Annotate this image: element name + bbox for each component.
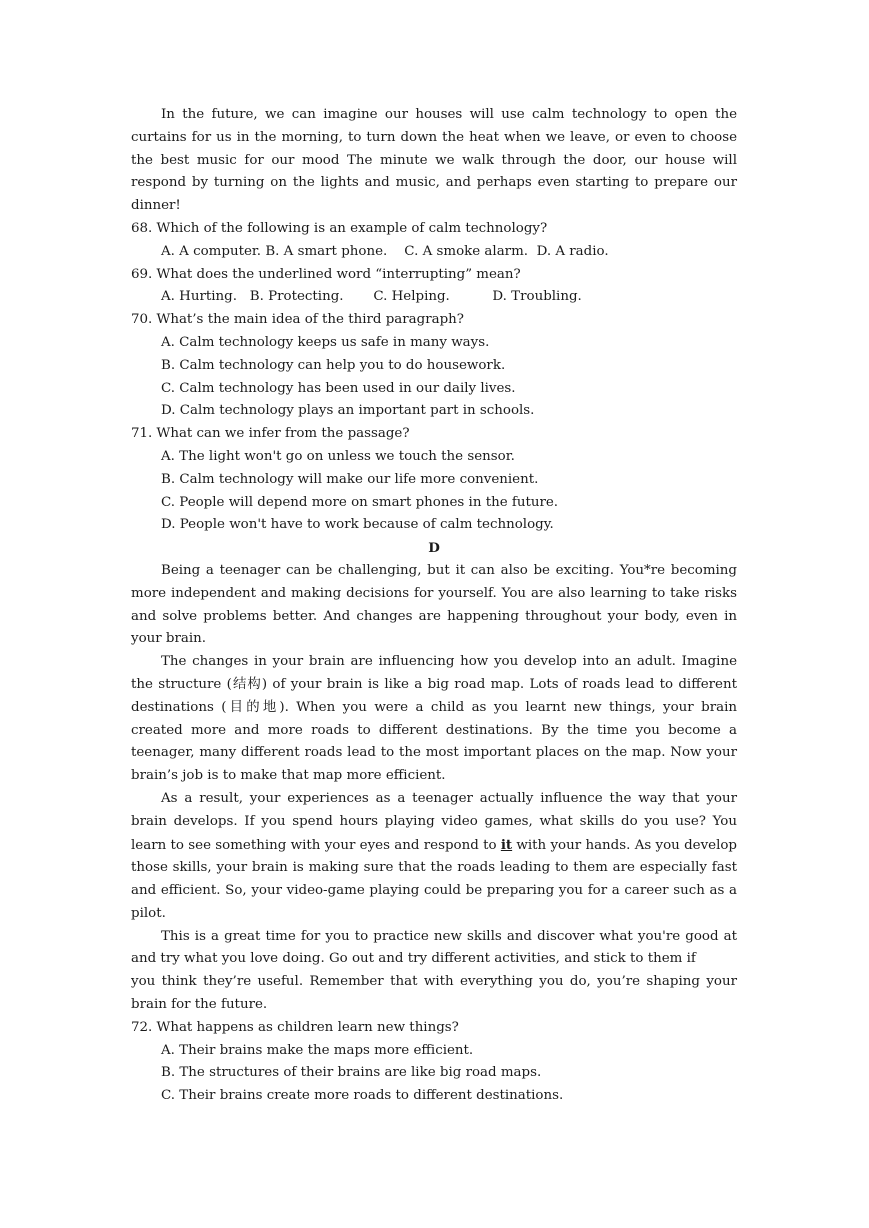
q70-option-d: D. Calm technology plays an important part in schools.	[161, 403, 535, 419]
question-70-stem: 70. What’s the main idea of the third paragraph?	[131, 312, 464, 328]
underlined-word-it: it	[500, 836, 513, 853]
q69-option-c: C. Helping.	[373, 289, 450, 305]
q69-option-d: D. Troubling.	[492, 289, 582, 305]
passage-d-paragraph-4-line-1: This is a great time for you to practice new skills and discover what you're good at and try what you love doing. Go out and try different activities, and stick to them if	[131, 928, 737, 967]
q68-option-b: B. A smart phone.	[265, 243, 388, 259]
section-d-title: D	[428, 540, 440, 557]
document-body	[131, 104, 737, 1108]
q70-option-c: C. Calm technology has been used in our daily lives.	[161, 380, 516, 396]
passage-d-paragraph-2: The changes in your brain are influencing how you develop into an adult. Imagine the structure (结构) of your brain is like a big road map. Lots of roads lead to different destinations (目的地). When you were a child as you learnt new things, your brain created more and more roads to different destinations. By the time you become a teenager, many different roads lead to the most important places on the map. Now your brain’s job is to make that map more efficient.	[131, 654, 737, 784]
paragraph-3-text-after: with your hands. As you develop those skills, your brain is making sure that the roads leading to them are especially fast and efficient. So, your video-game playing could be preparing you for a career such as a pilot.	[131, 837, 737, 921]
question-69-stem: 69. What does the underlined word “interrupting” mean?	[131, 266, 521, 282]
passage-d-paragraph-3	[131, 788, 737, 926]
q69-option-a: A. Hurting.	[161, 289, 238, 305]
q72-option-a: A. Their brains make the maps more efficient.	[161, 1042, 474, 1058]
question-72-stem: 72. What happens as children learn new things?	[131, 1019, 459, 1035]
passage-c-last-paragraph: In the future, we can imagine our houses will use calm technology to open the curtains for us in the morning, to turn down the heat when we leave, or even to choose the best music for our mood The minute we walk through the door, our house will respond by turning on the lights and music, and perhaps even starting to prepare our dinner!	[131, 107, 737, 214]
question-71-stem: 71. What can we infer from the passage?	[131, 426, 410, 442]
question-68-options	[131, 241, 737, 264]
q69-option-b: B. Protecting.	[249, 289, 344, 305]
q68-option-a: A. A computer.	[161, 243, 262, 259]
q71-option-d: D. People won't have to work because of calm technology.	[161, 517, 554, 533]
q71-option-a: A. The light won't go on unless we touch the sensor.	[161, 448, 515, 464]
q70-option-b: B. Calm technology can help you to do housework.	[161, 357, 506, 373]
question-68-stem: 68. Which of the following is an example of calm technology?	[131, 220, 548, 236]
passage-d-paragraph-1: Being a teenager can be challenging, but it can also be exciting. You*re becoming more independent and making decisions for yourself. You are also learning to take risks and solve problems better. And changes are happening throughout your body, even in your brain.	[131, 562, 737, 647]
passage-d-paragraph-4-line-2: you think they’re useful. Remember that with everything you do, you’re shaping your brain for the future.	[131, 974, 737, 1013]
q72-option-b: B. The structures of their brains are like big road maps.	[161, 1065, 542, 1081]
q72-option-c: C. Their brains create more roads to different destinations.	[161, 1088, 564, 1104]
q70-option-a: A. Calm technology keeps us safe in many ways.	[161, 334, 490, 350]
q71-option-c: C. People will depend more on smart phones in the future.	[161, 494, 559, 510]
q68-option-d: D. A radio.	[536, 243, 609, 259]
question-69-options	[131, 286, 737, 309]
q71-option-b: B. Calm technology will make our life more convenient.	[161, 471, 539, 487]
q68-option-c: C. A smoke alarm.	[404, 243, 529, 259]
paragraph-3-text-before: As a result, your experiences as a teenager actually influence the way that your brain develops. If you spend hours playing video games, what skills do you use? You learn to see something with your eyes and respond to	[131, 790, 737, 853]
